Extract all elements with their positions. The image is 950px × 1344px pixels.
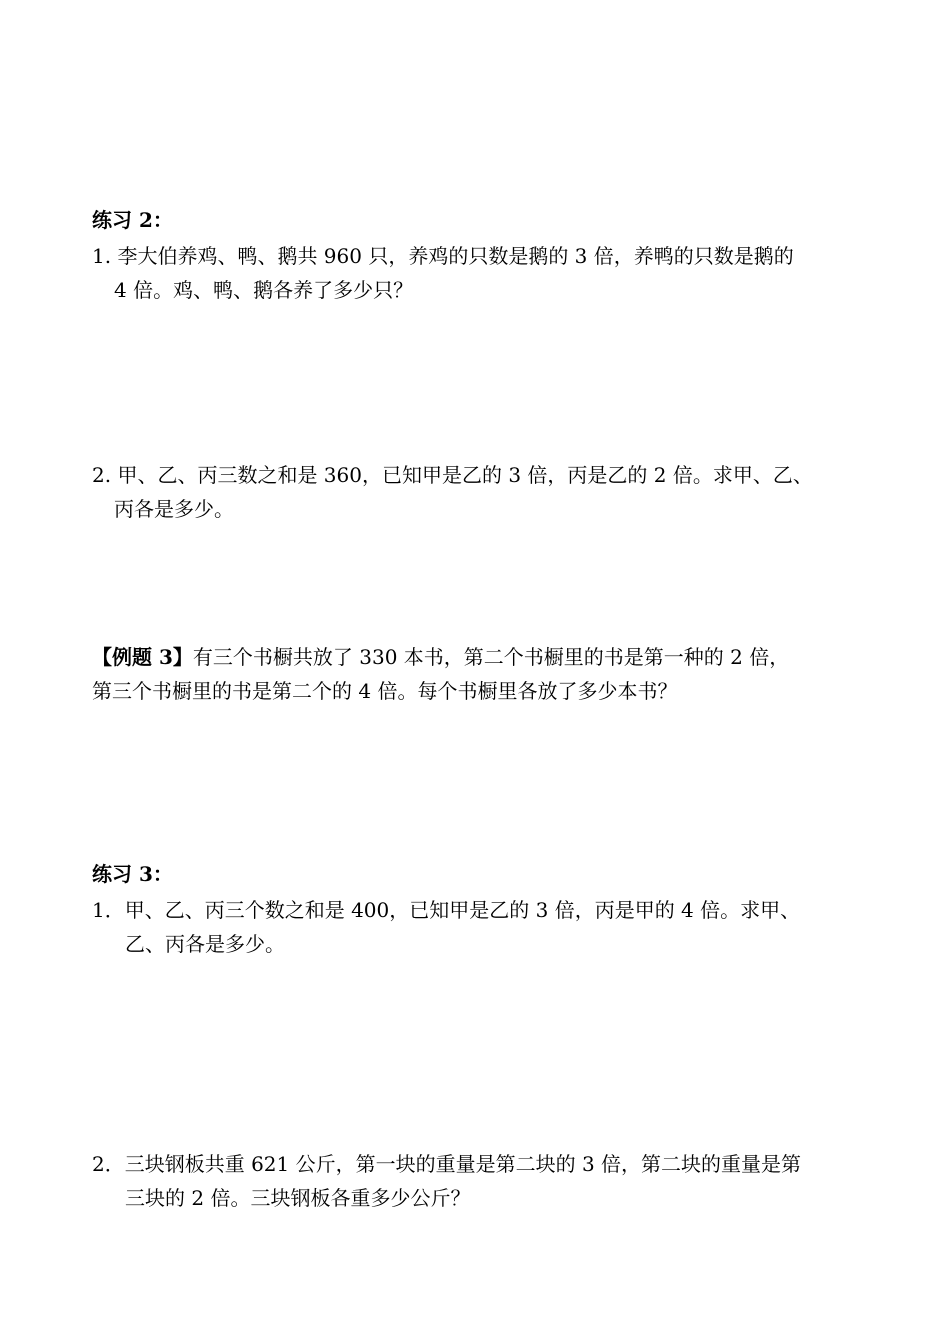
question-line: 1．甲、乙、丙三个数之和是 400，已知甲是乙的 3 倍，丙是甲的 4 倍。求甲、 [92,898,801,922]
question-line: 三块的 2 倍。三块钢板各重多少公斤？ [125,1186,471,1210]
example3-line-2: 第三个书橱里的书是第二个的 4 倍。每个书橱里各放了多少本书？ [92,679,678,703]
example3 [92,640,872,708]
question-line: 2．三块钢板共重 621 公斤，第一块的重量是第二块的 3 倍，第二块的重量是第 [92,1152,802,1176]
practice3-question-1 [92,893,872,961]
example3-line-1 [92,640,872,674]
question-line: 丙各是多少。 [114,497,234,521]
question-line: 乙、丙各是多少。 [125,932,285,956]
question-line: 4 倍。鸡、鸭、鹅各养了多少只？ [114,278,414,302]
example3-label: 【例题 3】 [92,645,193,669]
practice2-question-1 [92,239,872,307]
example3-text: 有三个书橱共放了 330 本书，第二个书橱里的书是第一种的 2 倍， [192,645,790,669]
practice2-heading: 练习 2： [92,208,173,232]
practice3-question-2 [92,1147,872,1215]
practice3-heading: 练习 3： [92,862,173,886]
practice2-question-2 [92,458,872,526]
question-line: 1. 李大伯养鸡、鸭、鹅共 960 只，养鸡的只数是鹅的 3 倍，养鸭的只数是鹅的 [92,244,794,268]
question-line: 2. 甲、乙、丙三数之和是 360，已知甲是乙的 3 倍，丙是乙的 2 倍。求甲、乙、 [92,463,813,487]
